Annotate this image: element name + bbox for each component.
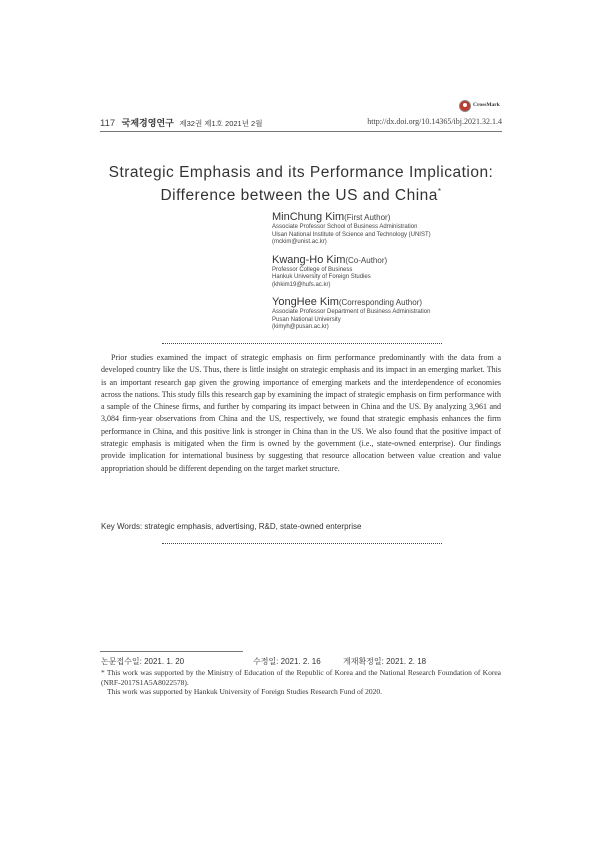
accepted-date: 게재확정일: 2021. 2. 18 — [343, 657, 427, 666]
author-affiliation: Pusan National University — [272, 316, 341, 323]
keywords-label: Key Words — [101, 522, 140, 531]
keywords-text: : strategic emphasis, advertising, R&D, state-owned enterprise — [139, 522, 362, 531]
page-number: 117 — [100, 118, 116, 129]
abstract-bottom-divider — [162, 543, 442, 544]
author-1 — [272, 211, 532, 247]
author-role: (Corresponding Author) — [338, 298, 423, 307]
footnote-line-1: This work was supported by the Ministry of Education of the Republic of Korea and the National Research Foundation of Korea (NRF-2017S1A5A8022578). — [101, 668, 501, 687]
doi-link[interactable]: http://dx.doi.org/10.14365/ibj.2021.32.1.4 — [367, 117, 502, 126]
author-block — [272, 211, 532, 339]
author-name: YongHee Kim — [272, 296, 339, 308]
abstract-text: Prior studies examined the impact of strategic emphasis on firm performance predominantly with the data from a developed country like the US. Thus, there is little insight on strategic emphasis and its impact in an emerging market. This is an important research gap given the growing importance of emerging markets and the interdependence of economies across the nations. This study fills this research gap by examining the impact of strategic emphasis on firm performance with a sample of the Chinese firms, and further by comparing its impact between in China and the US. By analyzing 3,961 and 3,084 firm-year observations from China and the US, respectively, we found that strategic emphasis enhances the firm performance in China, and this positive link is stronger in China than in the US. We also found that the positive impact of strategic emphasis is mitigated when the firm is owned by the government (i.e., state-owned enterprise). Our findings provide implication for international business by suggesting that resource allocation between value creation and value appropriation should be different depending on the target market structure. — [101, 353, 501, 473]
crossmark-label: CrossMark — [473, 102, 500, 108]
crossmark-logo[interactable] — [459, 100, 503, 114]
revised-date: 수정일: 2021. 2. 16 — [253, 657, 321, 666]
crossmark-icon — [459, 100, 471, 112]
author-affiliation: Professor College of Business — [272, 266, 353, 273]
footnote-line-2: This work was supported by Hankuk University of Foreign Studies Research Fund of 2020. — [107, 687, 382, 696]
author-affiliation: Ulsan National Institute of Science and Technology (UNIST) — [272, 231, 431, 238]
author-role: (First Author) — [344, 213, 391, 222]
received-date: 논문접수일: 2021. 1. 20 — [101, 657, 185, 666]
header-rule — [100, 131, 502, 132]
author-2 — [272, 254, 532, 290]
funding-footnote — [101, 668, 501, 697]
author-affiliation: Hankuk University of Foreign Studies — [272, 274, 371, 280]
abstract-top-divider — [162, 343, 442, 344]
author-affiliation: Associate Professor School of Business Administration — [272, 224, 418, 230]
author-email[interactable]: (mckim@unist.ac.kr) — [272, 239, 327, 245]
author-role: (Co-Author) — [345, 255, 388, 265]
title-line-1: Strategic Emphasis and its Performance Implication: — [108, 164, 494, 181]
journal-name: 국제경영연구 — [121, 118, 174, 128]
author-affiliation: Associate Professor Department of Business Administration — [272, 309, 431, 315]
author-3 — [272, 296, 532, 332]
keywords — [101, 522, 501, 531]
paper-title — [60, 163, 542, 205]
author-name: MinChung Kim — [272, 211, 345, 223]
footnote-mark: * — [101, 668, 105, 677]
author-email[interactable]: (kimyh@pusan.ac.kr) — [272, 324, 329, 330]
footnote-rule — [100, 651, 243, 652]
running-header — [100, 116, 502, 130]
title-footnote-mark: * — [437, 187, 442, 196]
issue-info: 제32권 제1호 2021년 2월 — [179, 119, 263, 128]
title-line-2: Difference between the US and China* — [160, 187, 442, 205]
author-name: Kwang-Ho Kim — [272, 253, 346, 266]
author-email[interactable]: (khkim19@hufs.ac.kr) — [272, 281, 331, 288]
